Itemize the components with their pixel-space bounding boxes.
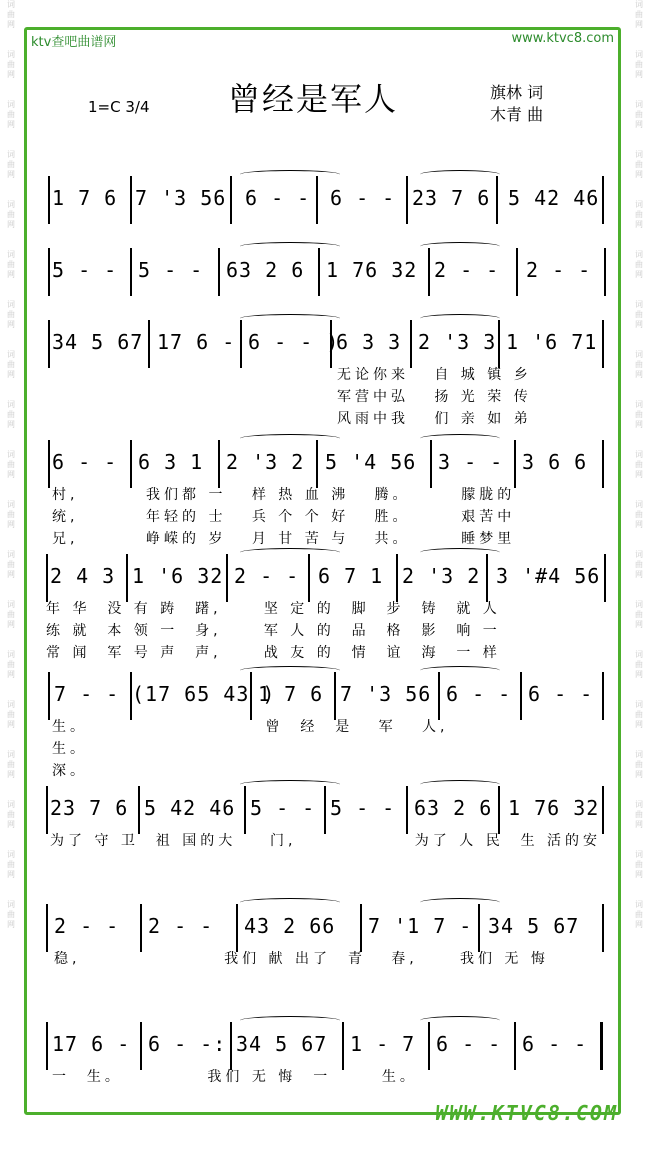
measure-notes: 6 - - xyxy=(436,1032,502,1056)
lyric-line: 一 生。 我们 无 悔 一 生。 xyxy=(52,1069,418,1085)
bar-line xyxy=(324,786,326,834)
slur-mark xyxy=(420,170,500,179)
bar-line xyxy=(46,1022,48,1070)
bar-line xyxy=(602,672,604,720)
bar-line xyxy=(130,440,132,488)
measure-notes: 34 5 67 xyxy=(236,1032,328,1056)
bar-line xyxy=(602,904,604,952)
measure-notes: 2 - - xyxy=(148,914,214,938)
measure-notes: 1 7 6 xyxy=(52,186,118,210)
bar-line xyxy=(308,554,310,602)
lyric-line: 统, 年轻的 士 兵 个 个 好 胜。 艰苦中 xyxy=(52,509,516,525)
score-system xyxy=(40,440,610,547)
bottom-brand-logo: WWW.KTVC8.COM xyxy=(435,1101,618,1125)
measure-notes: 3 - - xyxy=(438,450,504,474)
key-signature: 1=C 3/4 xyxy=(88,98,150,116)
song-title: 曾经是军人 xyxy=(228,80,399,118)
measure-notes: 1 76 32 xyxy=(508,796,600,820)
bar-line xyxy=(230,1022,232,1070)
bar-line xyxy=(130,176,132,224)
measure-notes: 7 - - xyxy=(54,682,120,706)
score-system xyxy=(40,176,610,236)
measure-notes: 6 - - xyxy=(528,682,594,706)
slur-mark xyxy=(240,666,340,675)
lyric-line: 练 就 本 领 一 身, 军 人 的 品 格 影 响 一 xyxy=(46,623,501,639)
slur-mark xyxy=(240,780,340,789)
measure-notes: 17 6 - xyxy=(157,330,236,354)
bar-line xyxy=(316,176,318,224)
lyric-line: 年 华 没 有 踌 躇, 坚 定 的 脚 步 铸 就 人 xyxy=(46,601,501,617)
bar-line xyxy=(438,672,440,720)
score-system xyxy=(40,248,610,308)
bar-line xyxy=(130,248,132,296)
lyricist-credit: 旗林 词 xyxy=(490,83,544,102)
slur-mark xyxy=(240,314,340,323)
score-system xyxy=(40,904,610,974)
bar-line xyxy=(406,176,408,224)
lyric-line: 深。 xyxy=(52,763,88,779)
bar-line xyxy=(602,786,604,834)
measure-notes: 2 '3 3 xyxy=(418,330,497,354)
lyric-line: 稳, 我们 献 出了 青 春, 我们 无 悔 xyxy=(54,951,549,967)
lyric-line: 风雨中我 们 亲 如 弟 xyxy=(337,411,532,427)
measure-notes: 2 '3 2 xyxy=(226,450,305,474)
measure-notes: 17 6 - xyxy=(52,1032,131,1056)
measure-notes: 2 - - xyxy=(234,564,300,588)
lyric-line: 常 闻 军 号 声 声, 战 友 的 情 谊 海 一 样 xyxy=(46,645,501,661)
score-system xyxy=(40,320,610,427)
measure-notes: 5 - - xyxy=(250,796,316,820)
bar-line xyxy=(316,440,318,488)
bar-line xyxy=(218,248,220,296)
measure-notes: 7 '3 56 xyxy=(340,682,432,706)
lyric-line: 生。 曾 经 是 军 人, xyxy=(52,719,449,735)
bar-line xyxy=(138,786,140,834)
bar-line xyxy=(140,904,142,952)
bar-line xyxy=(430,440,432,488)
lyric-line: 村, 我们都 一 样 热 血 沸 腾。 朦胧的 xyxy=(52,487,516,503)
measure-notes: 34 5 67 xyxy=(488,914,580,938)
bar-line xyxy=(498,320,500,368)
slur-mark xyxy=(240,548,340,557)
measure-notes: 23 7 6 xyxy=(50,796,129,820)
lyric-line: 生。 xyxy=(52,741,88,757)
bar-line xyxy=(514,440,516,488)
bar-line xyxy=(516,248,518,296)
score-system xyxy=(40,1022,610,1092)
bar-line xyxy=(148,320,150,368)
bar-line xyxy=(236,904,238,952)
lyric-line: 军营中弘 扬 光 荣 传 xyxy=(337,389,532,405)
measure-notes: (17 65 43 ) xyxy=(132,682,276,706)
bar-line xyxy=(318,248,320,296)
bar-line xyxy=(46,554,48,602)
measure-notes: 5 '4 56 xyxy=(325,450,417,474)
slur-mark xyxy=(420,434,500,443)
measure-notes: 6 - - ) xyxy=(248,330,340,354)
bar-line xyxy=(604,554,606,602)
measure-notes: 63 2 6 xyxy=(414,796,493,820)
measure-notes: 1 7 6 xyxy=(258,682,324,706)
bar-line xyxy=(396,554,398,602)
bar-line xyxy=(218,440,220,488)
slur-mark xyxy=(420,780,500,789)
measure-notes: 6 - -: xyxy=(148,1032,227,1056)
bar-line xyxy=(602,440,604,488)
measure-notes: 6 3 3 xyxy=(336,330,402,354)
measure-notes: 2 4 3 xyxy=(50,564,116,588)
bar-line xyxy=(496,176,498,224)
measure-notes: 5 - - xyxy=(52,258,118,282)
measure-notes: 2 - - xyxy=(54,914,120,938)
bar-line xyxy=(46,786,48,834)
measure-notes: 7 '1 7 - xyxy=(368,914,473,938)
measure-notes: 1 '6 32 xyxy=(132,564,224,588)
bar-line xyxy=(604,248,606,296)
bar-line xyxy=(48,320,50,368)
slur-mark xyxy=(420,1016,500,1025)
bar-line xyxy=(48,248,50,296)
measure-notes: 7 '3 56 xyxy=(135,186,227,210)
side-watermark-right: 词 曲 网 词 曲 网 词 曲 网 词 曲 网 词 曲 网 词 曲 网 词 曲 网 词 曲 网 词 曲 网 词 曲 网 词 曲 网 词 曲 网 词 曲 网 词 曲 网 词 曲 网 词 曲 网 词 曲 网 词 曲 网 词 曲 网 xyxy=(635,0,643,929)
bar-line xyxy=(230,176,232,224)
lyric-line: 无论你来 自 城 镇 乡 xyxy=(337,367,532,383)
bar-line xyxy=(410,320,412,368)
measure-notes: 34 5 67 xyxy=(52,330,144,354)
bar-line xyxy=(520,672,522,720)
bar-line xyxy=(140,1022,142,1070)
bar-line xyxy=(48,672,50,720)
top-bar xyxy=(27,30,618,50)
bar-line xyxy=(406,786,408,834)
slur-mark xyxy=(240,1016,340,1025)
bar-line xyxy=(240,320,242,368)
bar-line xyxy=(360,904,362,952)
bar-line xyxy=(126,554,128,602)
bar-line xyxy=(486,554,488,602)
measure-notes: 2 '3 2 xyxy=(402,564,481,588)
measure-notes: 6 - - xyxy=(330,186,396,210)
slur-mark xyxy=(240,898,340,907)
slur-mark xyxy=(420,898,500,907)
side-watermark-left: 词 曲 网 词 曲 网 词 曲 网 词 曲 网 词 曲 网 词 曲 网 词 曲 网 词 曲 网 词 曲 网 词 曲 网 词 曲 网 词 曲 网 词 曲 网 词 曲 网 词 曲 网 词 曲 网 词 曲 网 词 曲 网 词 曲 网 xyxy=(7,0,15,929)
bar-line xyxy=(428,1022,430,1070)
bar-line xyxy=(244,786,246,834)
measure-notes: 5 42 46 xyxy=(508,186,600,210)
measure-notes: 1 '6 71 xyxy=(506,330,598,354)
bar-line xyxy=(602,176,604,224)
measure-notes: 5 42 46 xyxy=(144,796,236,820)
slur-mark xyxy=(240,242,340,251)
slur-mark xyxy=(420,242,500,251)
lyric-line: 兄, 峥嵘的 岁 月 甘 苦 与 共。 睡梦里 xyxy=(52,531,516,547)
score-system xyxy=(40,786,610,856)
bar-line xyxy=(428,248,430,296)
bar-line xyxy=(514,1022,516,1070)
bar-line xyxy=(48,176,50,224)
bar-line xyxy=(48,440,50,488)
bar-line xyxy=(498,786,500,834)
measure-notes: 5 - - xyxy=(330,796,396,820)
measure-notes: 6 - - xyxy=(522,1032,588,1056)
bar-line xyxy=(226,554,228,602)
site-name-left: ktv查吧曲谱网 xyxy=(31,35,117,50)
bar-line xyxy=(478,904,480,952)
measure-notes: 5 - - xyxy=(138,258,204,282)
composer-credit: 木青 曲 xyxy=(490,105,544,124)
measure-notes: 63 2 6 xyxy=(226,258,305,282)
bar-line xyxy=(46,904,48,952)
measure-notes: 2 - - xyxy=(434,258,500,282)
measure-notes: 23 7 6 xyxy=(412,186,491,210)
measure-notes: 6 - - xyxy=(52,450,118,474)
bar-line xyxy=(600,1022,603,1070)
measure-notes: 1 76 32 xyxy=(326,258,418,282)
measure-notes: 6 - - xyxy=(446,682,512,706)
score-system xyxy=(40,672,610,779)
lyric-line: 为了 守 卫 祖 国的大 门, 为了 人 民 生 活的安 xyxy=(50,833,602,849)
slur-mark xyxy=(240,170,340,179)
measure-notes: 2 - - xyxy=(526,258,592,282)
slur-mark xyxy=(420,548,500,557)
slur-mark xyxy=(420,666,500,675)
measure-notes: 43 2 66 xyxy=(244,914,336,938)
measure-notes: 6 - - xyxy=(245,186,311,210)
measure-notes: 1 - 7 xyxy=(350,1032,416,1056)
slur-mark xyxy=(240,434,340,443)
score-system xyxy=(40,554,610,661)
measure-notes: 6 7 1 xyxy=(318,564,384,588)
bar-line xyxy=(342,1022,344,1070)
site-url-right: www.ktvc8.com xyxy=(511,31,614,46)
bar-line xyxy=(602,320,604,368)
measure-notes: 3 6 6 xyxy=(522,450,588,474)
bar-line xyxy=(334,672,336,720)
measure-notes: 3 '#4 56 xyxy=(496,564,601,588)
measure-notes: 6 3 1 xyxy=(138,450,204,474)
slur-mark xyxy=(420,314,500,323)
